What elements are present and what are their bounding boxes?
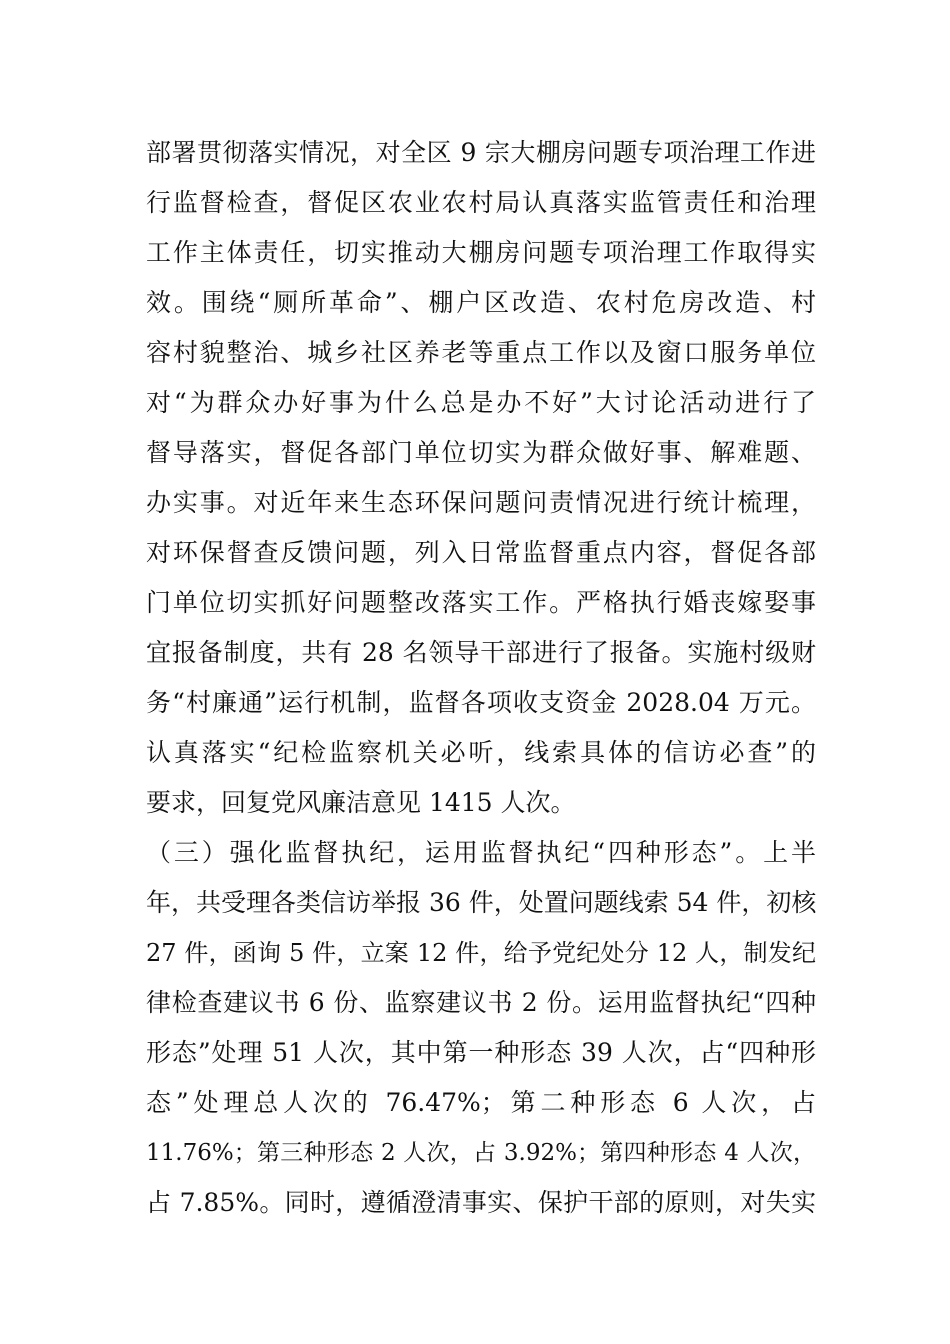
text-line: 部署贯彻落实情况，对全区 9 宗大棚房问题专项治理工作进: [146, 138, 816, 167]
text-line: 效。围绕“厕所革命”、棚户区改造、农村危房改造、村: [146, 288, 816, 317]
text-line: 门单位切实抓好问题整改落实工作。严格执行婚丧嫁娶事: [146, 588, 816, 617]
text-line: 态”处理总人次的 76.47%；第二种形态 6 人次，占: [146, 1088, 816, 1117]
text-line: 认真落实“纪检监察机关必听，线索具体的信访必查”的: [146, 738, 816, 767]
text-line: 11.76%；第三种形态 2 人次，占 3.92%；第四种形态 4 人次，: [146, 1140, 816, 1166]
text-line: 27 件，函询 5 件，立案 12 件，给予党纪处分 12 人，制发纪: [146, 939, 816, 967]
text-line: 形态”处理 51 人次，其中第一种形态 39 人次，占“四种形: [146, 1038, 816, 1067]
text-line: 行监督检查，督促区农业农村局认真落实监管责任和治理: [146, 188, 816, 217]
text-line: 容村貌整治、城乡社区养老等重点工作以及窗口服务单位: [146, 338, 816, 367]
section-heading-line: （三）强化监督执纪，运用监督执纪“四种形态”。上半: [146, 838, 816, 867]
document-body: [146, 128, 816, 1228]
text-line: 对“为群众办好事为什么总是办不好”大讨论活动进行了: [146, 388, 816, 417]
text-line: 务“村廉通”运行机制，监督各项收支资金 2028.04 万元。: [146, 688, 816, 717]
text-line: 律检查建议书 6 份、监察建议书 2 份。运用监督执纪“四种: [146, 988, 816, 1017]
text-line: 工作主体责任，切实推动大棚房问题专项治理工作取得实: [146, 238, 816, 267]
text-line: 宜报备制度，共有 28 名领导干部进行了报备。实施村级财: [146, 638, 816, 667]
text-line: 办实事。对近年来生态环保问题问责情况进行统计梳理，: [146, 488, 816, 517]
text-line: 对环保督查反馈问题，列入日常监督重点内容，督促各部: [146, 538, 816, 567]
text-line: 要求，回复党风廉洁意见 1415 人次。: [146, 788, 576, 817]
text-line: 年，共受理各类信访举报 36 件，处置问题线索 54 件，初核: [146, 888, 817, 917]
text-line: 督导落实，督促各部门单位切实为群众做好事、解难题、: [146, 438, 816, 467]
text-line: 占 7.85%。同时，遵循澄清事实、保护干部的原则，对失实: [146, 1188, 816, 1217]
